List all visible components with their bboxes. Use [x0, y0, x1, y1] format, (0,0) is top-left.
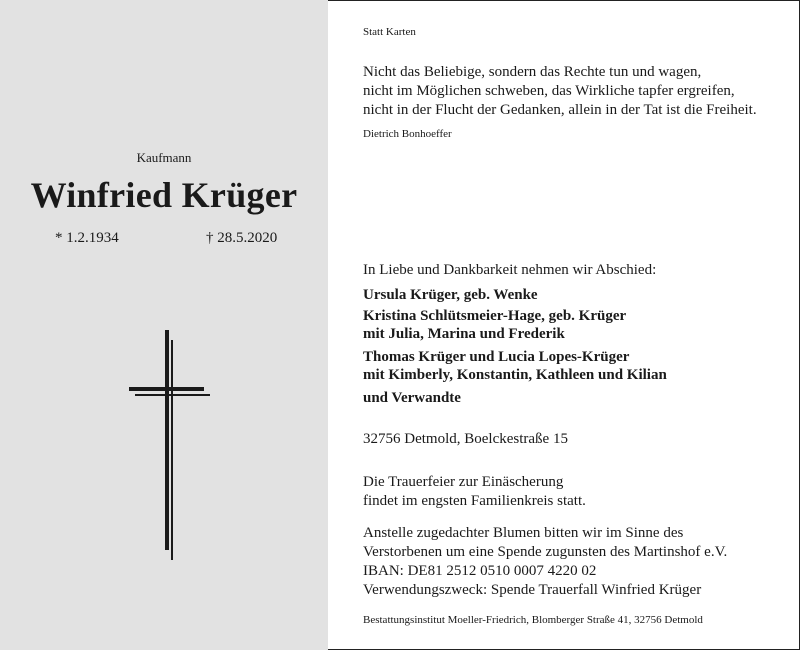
mourner-name: mit Kimberly, Konstantin, Kathleen und Kilian — [363, 367, 667, 383]
ceremony-line-2: findet im engsten Familienkreis statt. — [363, 493, 586, 509]
donation-line-1: Anstelle zugedachter Blumen bitten wir im Sinne des — [363, 525, 684, 541]
relatives-line: und Verwandte — [363, 390, 461, 406]
mourner-name: Kristina Schlütsmeier-Hage, geb. Krüger — [363, 308, 627, 324]
quote-line-1: Nicht das Beliebige, sondern das Rechte tun und wagen, — [363, 64, 702, 80]
death-date: † 28.5.2020 — [206, 230, 278, 246]
family-address: 32756 Detmold, Boelckestraße 15 — [363, 431, 568, 447]
funeral-home: Bestattungsinstitut Moeller-Friedrich, Blomberger Straße 41, 32756 Detmold — [363, 614, 703, 626]
deceased-name: Winfried Krüger — [30, 175, 298, 215]
payment-reference: Verwendungszweck: Spende Trauerfall Winfried Krüger — [363, 582, 702, 598]
donation-line-2: Verstorbenen um eine Spende zugunsten des Martinshof e.V. — [363, 544, 728, 560]
latin-cross-icon — [120, 330, 220, 560]
ceremony-line-1: Die Trauerfeier zur Einäscherung — [363, 474, 564, 490]
mourners-intro: In Liebe und Dankbarkeit nehmen wir Abschied: — [363, 262, 657, 278]
mourner-name: Thomas Krüger und Lucia Lopes-Krüger — [363, 349, 630, 365]
mourner-name: mit Julia, Marina und Frederik — [363, 326, 565, 342]
occupation: Kaufmann — [136, 150, 192, 165]
iban: IBAN: DE81 2512 0510 0007 4220 02 — [363, 563, 597, 579]
birth-date: * 1.2.1934 — [55, 230, 119, 246]
mourner-name: Ursula Krüger, geb. Wenke — [363, 287, 538, 303]
statt-karten-note: Statt Karten — [363, 26, 416, 38]
quote-author: Dietrich Bonhoeffer — [363, 128, 452, 140]
quote-line-3: nicht in der Flucht der Gedanken, allein in der Tat ist die Freiheit. — [363, 102, 757, 118]
quote-line-2: nicht im Möglichen schweben, das Wirkliche tapfer ergreifen, — [363, 83, 735, 99]
